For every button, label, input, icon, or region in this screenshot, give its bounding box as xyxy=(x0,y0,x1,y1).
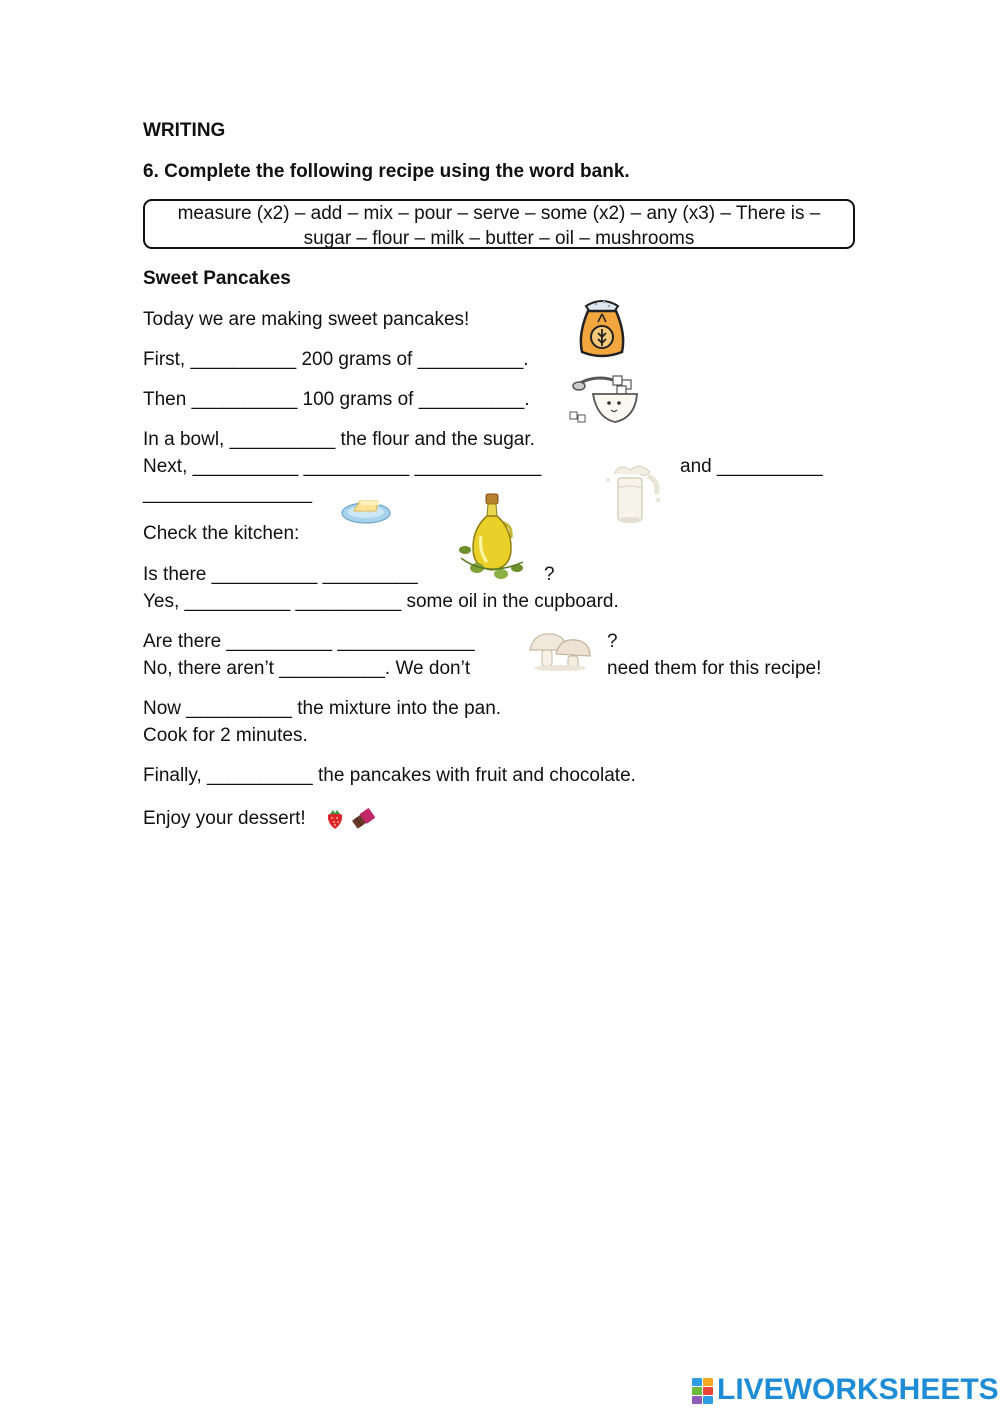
cook-line: Cook for 2 minutes. xyxy=(143,725,308,746)
next-line-and: and __________ xyxy=(680,456,823,477)
liveworksheets-logo xyxy=(692,1372,999,1408)
recipe-title: Sweet Pancakes xyxy=(143,268,291,289)
section-title: WRITING xyxy=(143,120,226,141)
strawberry-icon xyxy=(325,808,345,830)
no-line-start: No, there aren’t __________. We don’t xyxy=(143,658,471,679)
enjoy-line: Enjoy your dessert! xyxy=(143,808,306,829)
next-line-end: ________________ xyxy=(143,483,313,504)
word-bank xyxy=(143,199,855,249)
first-line: First, __________ 200 grams of __________. xyxy=(143,349,529,370)
olive-oil-icon xyxy=(457,492,529,584)
word-bank-line-1: measure (x2) – add – mix – pour – serve – some (x2) – any (x3) – There is – xyxy=(177,203,821,224)
is-there-line: Is there __________ _________ xyxy=(143,564,418,585)
brand-name: LIVEWORKSHEETS xyxy=(717,1373,999,1406)
are-there-question-mark: ? xyxy=(607,631,618,652)
bowl-line: In a bowl, __________ the flour and the sugar. xyxy=(143,429,535,450)
intro-line: Today we are making sweet pancakes! xyxy=(143,309,470,330)
mushrooms-icon xyxy=(526,628,594,672)
is-there-question-mark: ? xyxy=(544,564,555,585)
yes-line: Yes, __________ __________ some oil in the cupboard. xyxy=(143,591,619,612)
then-line: Then __________ 100 grams of __________. xyxy=(143,389,530,410)
next-line-start: Next, __________ __________ ____________ xyxy=(143,456,542,477)
chocolate-icon xyxy=(350,807,376,831)
check-line: Check the kitchen: xyxy=(143,523,300,544)
logo-mark-icon xyxy=(692,1376,714,1404)
milk-icon xyxy=(600,460,664,524)
sugar-bowl-icon xyxy=(567,368,639,426)
finally-line: Finally, __________ the pancakes with fruit and chocolate. xyxy=(143,765,636,786)
now-line: Now __________ the mixture into the pan. xyxy=(143,698,502,719)
word-bank-line-2: sugar – flour – milk – butter – oil – mushrooms xyxy=(303,228,695,249)
butter-icon xyxy=(340,493,392,525)
instruction: 6. Complete the following recipe using the word bank. xyxy=(143,161,630,182)
flour-bag-icon xyxy=(574,294,630,360)
are-there-line: Are there __________ _____________ xyxy=(143,631,475,652)
no-line-end: need them for this recipe! xyxy=(607,658,822,679)
